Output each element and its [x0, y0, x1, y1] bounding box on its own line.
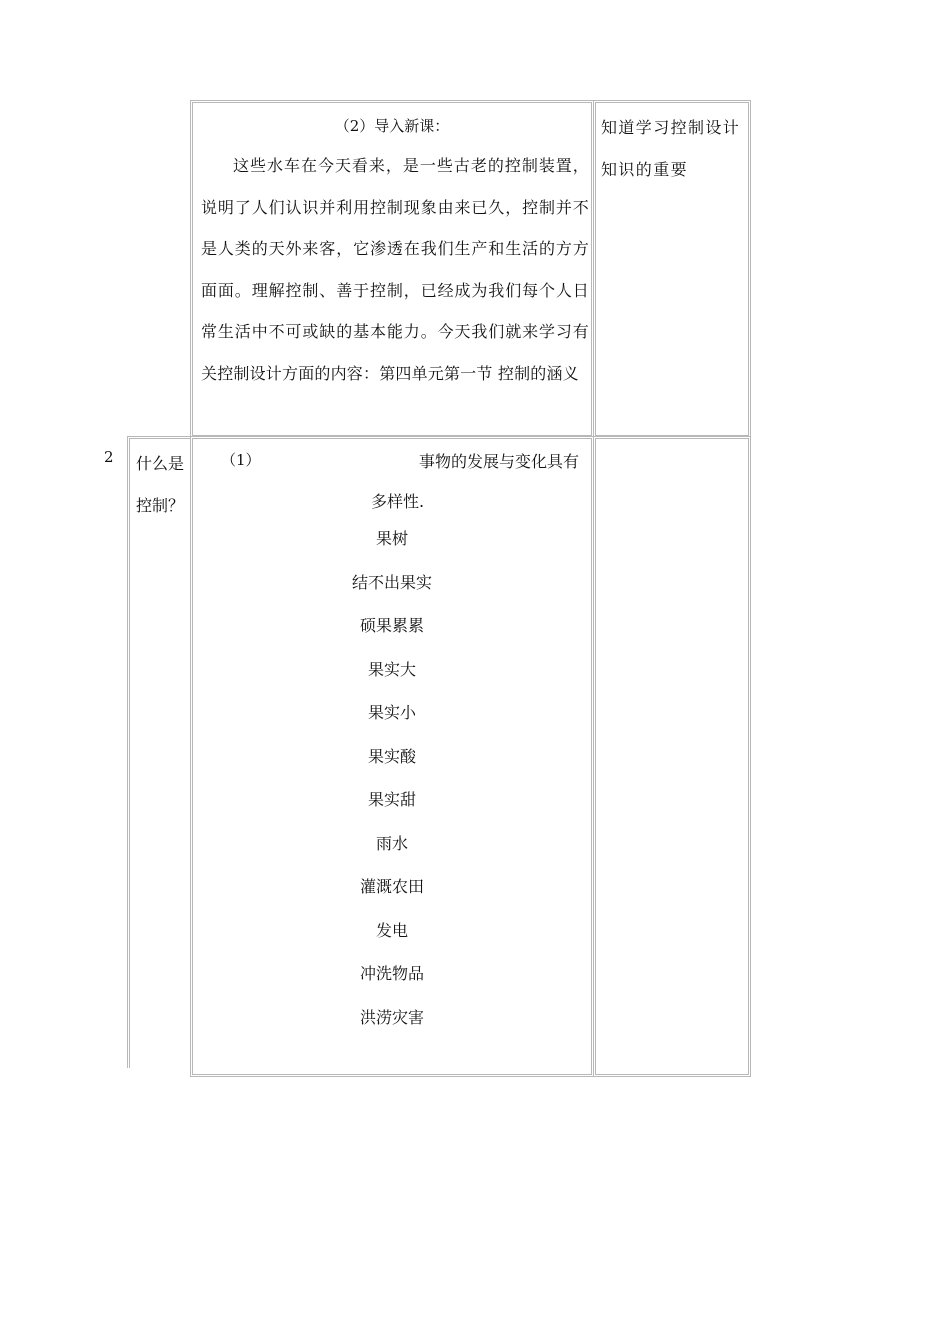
concept-item: 发电 [375, 920, 408, 940]
lesson-content-cell [190, 100, 594, 438]
learning-goal-text: 知道学习控制设计知识的重要 [601, 118, 741, 179]
concept-item: 果实甜 [367, 790, 416, 809]
concept-list [193, 527, 591, 1049]
concept-item: 果实大 [367, 659, 416, 679]
topic-cell [127, 436, 191, 1068]
concept-item: 洪涝灾害 [359, 1007, 424, 1027]
concept-item: 硕果累累 [359, 616, 424, 635]
concept-item: 冲洗物品 [359, 964, 424, 983]
concept-item: 灌溉农田 [359, 877, 424, 896]
lead-text-line1: 事物的发展与变化具有 [418, 452, 579, 471]
lead-text-line2: 多样性. [371, 492, 425, 511]
concept-item: 果树 [375, 529, 408, 548]
lesson-content-cell-2 [190, 436, 594, 1077]
section-subheading: （2）导入新课： [334, 117, 450, 135]
learning-goal-cell [593, 100, 751, 438]
concept-item: 雨水 [375, 833, 408, 853]
concept-item: 果实小 [367, 703, 416, 722]
learning-goal-cell-2 [593, 436, 751, 1077]
intro-paragraph: 这些水车在今天看来，是一些古老的控制装置，说明了人们认识并利用控制现象由来已久，控制并不是人类的天外来客，它渗透在我们生产和生活的方方面面。理解控制、善于控制，已经成为我们每个人日常生活中不可或缺的基本能力。今天我们就来学习有关控制设计方面的内容：第四单元第一节 控制的涵义 [201, 156, 589, 383]
item-label: （1） [221, 451, 261, 469]
row-number: 2 [104, 448, 114, 466]
concept-item: 结不出果实 [351, 572, 432, 592]
concept-item: 果实酸 [367, 746, 416, 766]
topic-text: 什么是控制？ [136, 454, 185, 515]
